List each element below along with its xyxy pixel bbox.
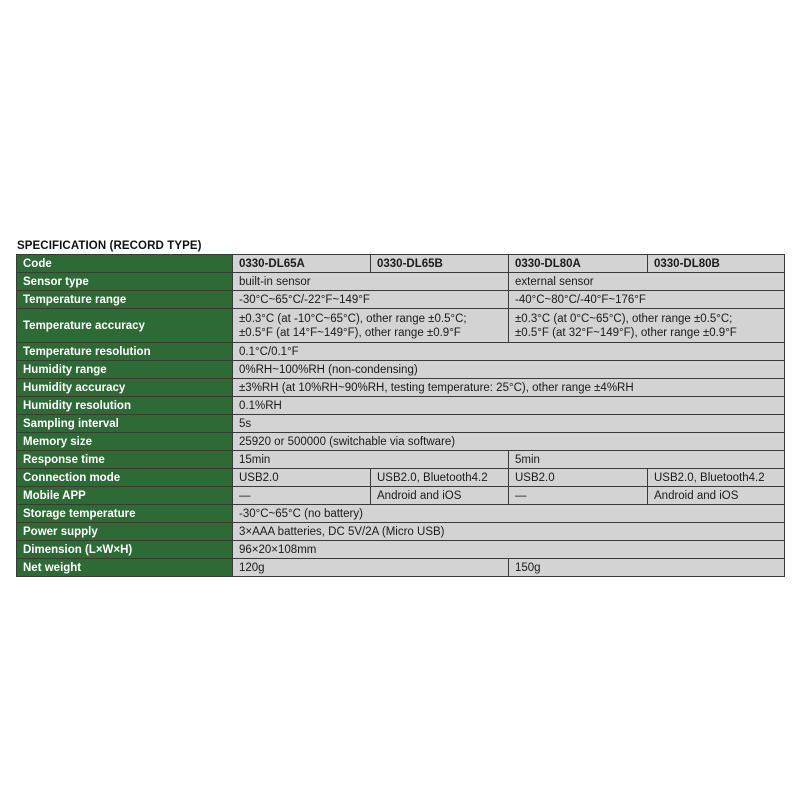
row-label: Sensor type <box>17 273 233 291</box>
dimension-value: 96×20×108mm <box>233 541 785 559</box>
temperature-accuracy-dl80 <box>509 309 785 343</box>
table-row-connection-mode <box>17 469 785 487</box>
row-label: Humidity range <box>17 361 233 379</box>
table-row-sampling-interval <box>17 415 785 433</box>
table-row-mobile-app <box>17 487 785 505</box>
mobile-app-dl80a: — <box>509 487 648 505</box>
code-dl65a: 0330-DL65A <box>233 255 371 273</box>
row-label: Memory size <box>17 433 233 451</box>
mobile-app-dl65a: — <box>233 487 371 505</box>
response-time-dl65: 15min <box>233 451 509 469</box>
row-label: Net weight <box>17 559 233 577</box>
row-label: Response time <box>17 451 233 469</box>
row-label: Power supply <box>17 523 233 541</box>
temperature-range-dl80: -40°C~80°C/-40°F~176°F <box>509 291 785 309</box>
sampling-interval-value: 5s <box>233 415 785 433</box>
table-row-humidity-range <box>17 361 785 379</box>
row-label: Humidity accuracy <box>17 379 233 397</box>
accuracy-fahrenheit-line: ±0.5°F (at 14°F~149°F), other range ±0.9°F <box>239 326 461 339</box>
table-row-sensor-type <box>17 273 785 291</box>
table-row-temperature-resolution <box>17 343 785 361</box>
table-row-response-time <box>17 451 785 469</box>
code-dl65b: 0330-DL65B <box>371 255 509 273</box>
row-label: Temperature resolution <box>17 343 233 361</box>
code-dl80a: 0330-DL80A <box>509 255 648 273</box>
table-row-power-supply <box>17 523 785 541</box>
accuracy-celsius-line: ±0.3°C (at 0°C~65°C), other range ±0.5°C; <box>515 312 733 325</box>
storage-temperature-value: -30°C~65°C (no battery) <box>233 505 785 523</box>
code-dl80b: 0330-DL80B <box>648 255 785 273</box>
row-label: Dimension (L×W×H) <box>17 541 233 559</box>
row-label: Temperature range <box>17 291 233 309</box>
spec-table <box>16 254 785 577</box>
accuracy-fahrenheit-line: ±0.5°F (at 32°F~149°F), other range ±0.9°F <box>515 326 737 339</box>
row-label: Connection mode <box>17 469 233 487</box>
table-row-temperature-range <box>17 291 785 309</box>
sensor-type-dl80: external sensor <box>509 273 785 291</box>
humidity-accuracy-value: ±3%RH (at 10%RH~90%RH, testing temperature: 25°C), other range ±4%RH <box>233 379 785 397</box>
table-row-humidity-resolution <box>17 397 785 415</box>
response-time-dl80: 5min <box>509 451 785 469</box>
sensor-type-dl65: built-in sensor <box>233 273 509 291</box>
table-row-humidity-accuracy <box>17 379 785 397</box>
accuracy-celsius-line: ±0.3°C (at -10°C~65°C), other range ±0.5°C; <box>239 312 467 325</box>
table-row-memory-size <box>17 433 785 451</box>
net-weight-dl65: 120g <box>233 559 509 577</box>
humidity-resolution-value: 0.1%RH <box>233 397 785 415</box>
connection-mode-dl65b: USB2.0, Bluetooth4.2 <box>371 469 509 487</box>
table-row-net-weight <box>17 559 785 577</box>
memory-size-value: 25920 or 500000 (switchable via software) <box>233 433 785 451</box>
connection-mode-dl80a: USB2.0 <box>509 469 648 487</box>
row-label: Mobile APP <box>17 487 233 505</box>
table-row-dimension <box>17 541 785 559</box>
row-label: Temperature accuracy <box>17 309 233 343</box>
table-row-code <box>17 255 785 273</box>
humidity-range-value: 0%RH~100%RH (non-condensing) <box>233 361 785 379</box>
table-row-temperature-accuracy <box>17 309 785 343</box>
spec-title: SPECIFICATION (RECORD TYPE) <box>17 240 202 252</box>
mobile-app-dl80b: Android and iOS <box>648 487 785 505</box>
power-supply-value: 3×AAA batteries, DC 5V/2A (Micro USB) <box>233 523 785 541</box>
temperature-range-dl65: -30°C~65°C/-22°F~149°F <box>233 291 509 309</box>
temperature-accuracy-dl65 <box>233 309 509 343</box>
row-label: Humidity resolution <box>17 397 233 415</box>
table-row-storage-temperature <box>17 505 785 523</box>
temperature-resolution-value: 0.1°C/0.1°F <box>233 343 785 361</box>
row-label: Sampling interval <box>17 415 233 433</box>
net-weight-dl80: 150g <box>509 559 785 577</box>
connection-mode-dl65a: USB2.0 <box>233 469 371 487</box>
connection-mode-dl80b: USB2.0, Bluetooth4.2 <box>648 469 785 487</box>
row-label: Storage temperature <box>17 505 233 523</box>
row-label: Code <box>17 255 233 273</box>
mobile-app-dl65b: Android and iOS <box>371 487 509 505</box>
